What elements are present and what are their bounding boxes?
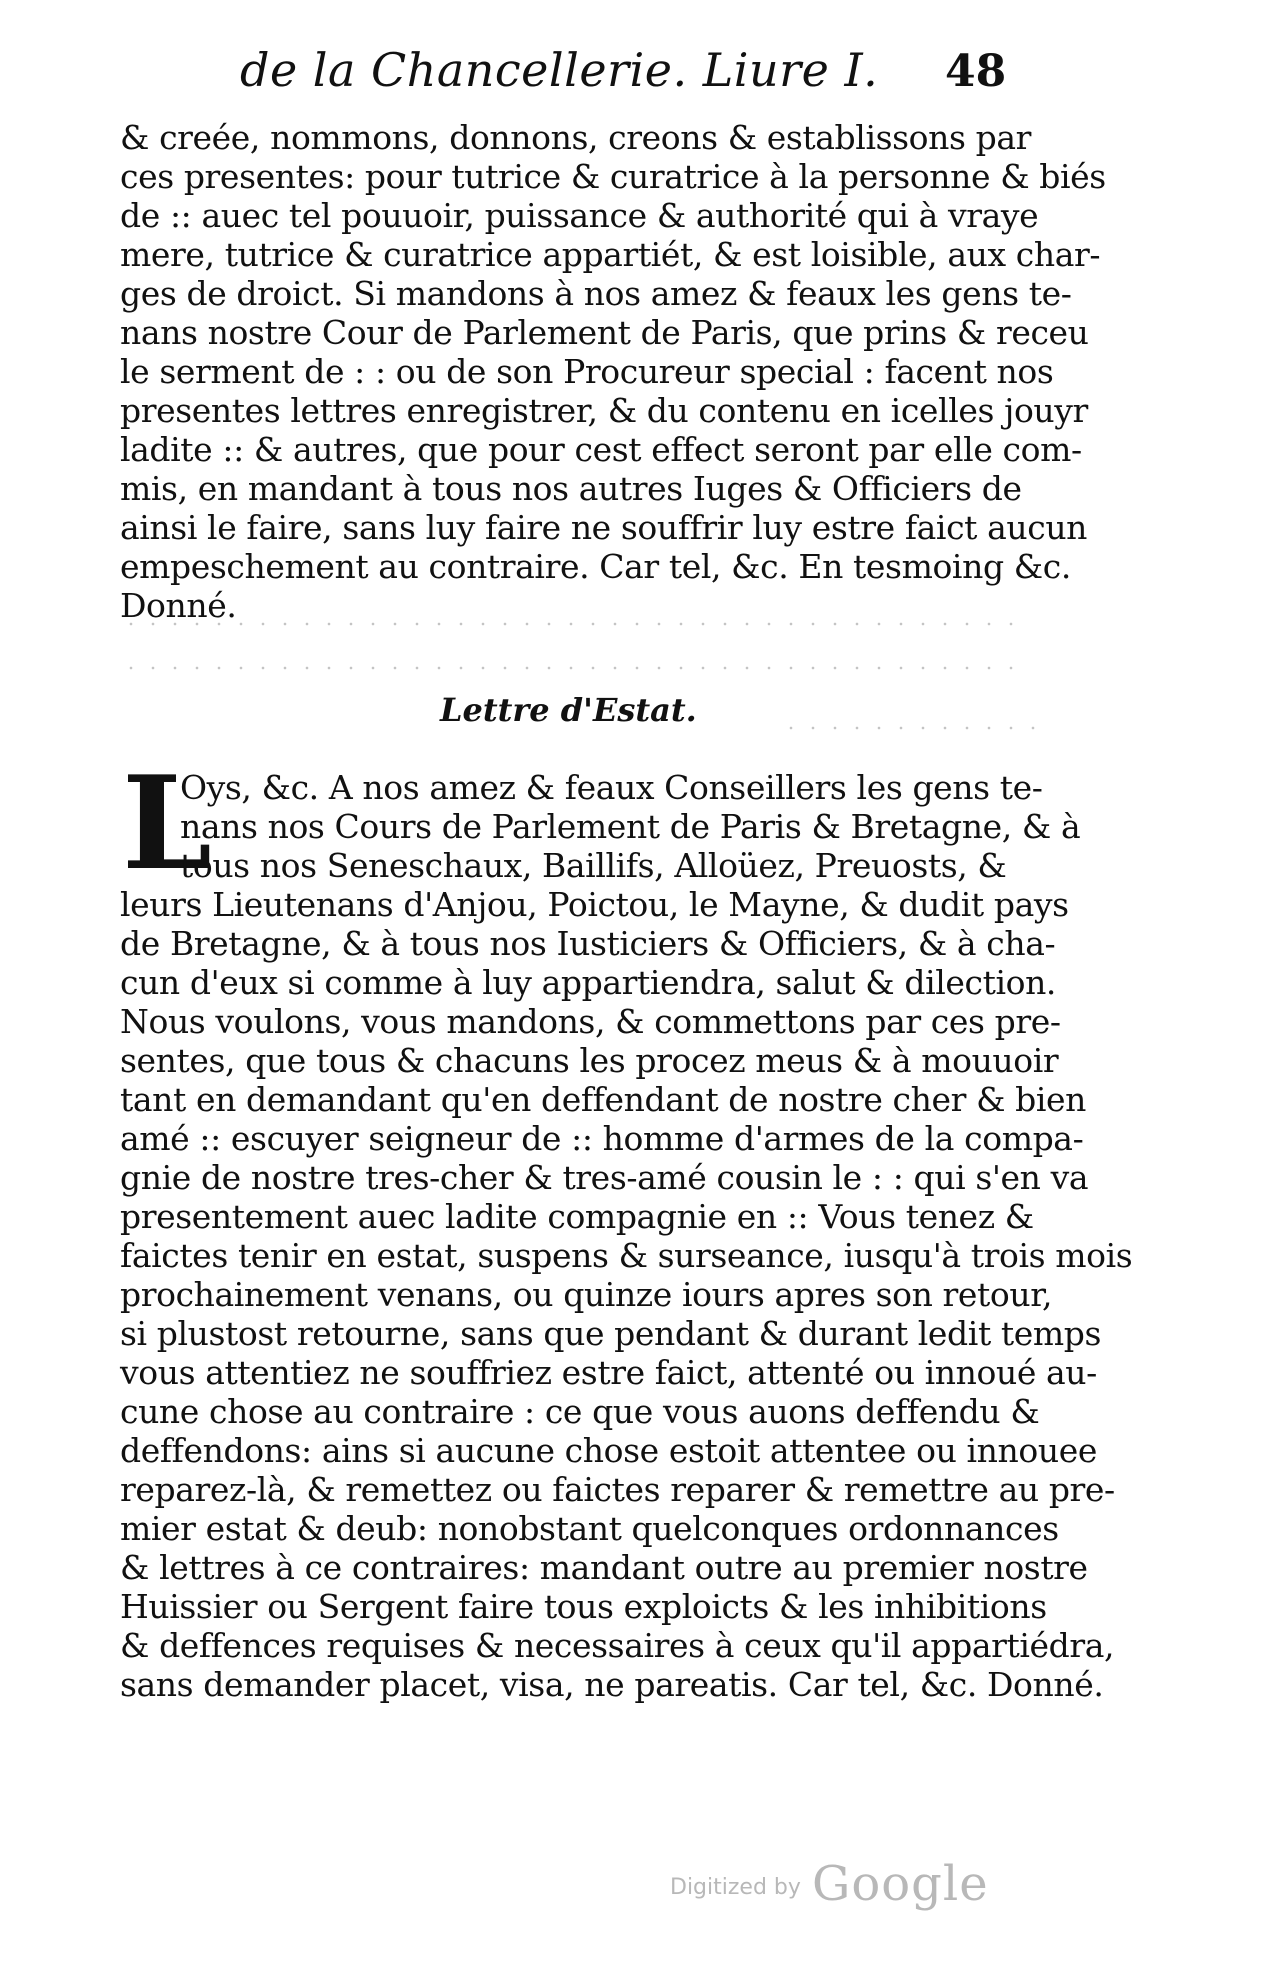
text-line: tant en demandant qu'en deffendant de nostre cher & bien: [120, 1080, 1086, 1119]
text-line: Nous voulons, vous mandons, & commettons par ces pre-: [120, 1002, 1061, 1041]
text-line: presentement auec ladite compagnie en :: Vous tenez &: [120, 1197, 1034, 1236]
text-line: deffendons: ains si aucune chose estoit attentee ou innouee: [120, 1431, 1097, 1470]
text-line: prochainement venans, ou quinze iours apres son retour,: [120, 1275, 1053, 1314]
text-line: cune chose au contraire : ce que vous auons deffendu &: [120, 1392, 1040, 1431]
text-line: de :: auec tel pouuoir, puissance & authorité qui à vraye: [120, 196, 1039, 235]
text-line: Donné.: [120, 586, 237, 625]
text-line: ces presentes: pour tutrice & curatrice à la personne & biés: [120, 157, 1106, 196]
text-line: ainsi le faire, sans luy faire ne souffrir luy estre faict aucun: [120, 508, 1088, 547]
text-line: nans nos Cours de Parlement de Paris & Bretagne, & à: [180, 807, 1081, 846]
text-line: & lettres à ce contraires: mandant outre au premier nostre: [120, 1548, 1088, 1587]
text-line: si plustost retourne, sans que pendant & durant ledit temps: [120, 1314, 1102, 1353]
text-line: empeschement au contraire. Car tel, &c. En tesmoing &c.: [120, 547, 1071, 586]
text-line: Oys, &c. A nos amez & feaux Conseillers les gens te-: [180, 768, 1043, 807]
text-line: ges de droict. Si mandons à nos amez & feaux les gens te-: [120, 274, 1072, 313]
text-line: Huissier ou Sergent faire tous exploicts & les inhibitions: [120, 1587, 1047, 1626]
text-line: leurs Lieutenans d'Anjou, Poictou, le Mayne, & dudit pays: [120, 885, 1069, 924]
text-line: mier estat & deub: nonobstant quelconques ordonnances: [120, 1509, 1059, 1548]
text-line: gnie de nostre tres-cher & tres-amé cousin le : : qui s'en va: [120, 1158, 1089, 1197]
digitized-by-google-watermark: [670, 1856, 1010, 1926]
text-line: & deffences requises & necessaires à ceux qu'il appartiédra,: [120, 1626, 1115, 1665]
text-line: mere, tutrice & curatrice appartiét, & est loisible, aux char-: [120, 235, 1101, 274]
text-line: tous nos Seneschaux, Baillifs, Alloüez, Preuosts, &: [180, 846, 1007, 885]
watermark-prefix: Digitized by: [670, 1875, 801, 1900]
print-bleed-speckle: [120, 666, 1020, 670]
text-line: vous attentiez ne souffriez estre faict, attenté ou innoué au-: [120, 1353, 1097, 1392]
text-line: cun d'eux si comme à luy appartiendra, salut & dilection.: [120, 963, 1057, 1002]
text-line: de Bretagne, & à tous nos Iusticiers & Officiers, & à cha-: [120, 924, 1056, 963]
text-line: sentes, que tous & chacuns les procez meus & à mouuoir: [120, 1041, 1059, 1080]
text-line: & creée, nommons, donnons, creons & establissons par: [120, 118, 1031, 157]
google-logo: Google: [812, 1856, 989, 1912]
text-line: le serment de : : ou de son Procureur special : facent nos: [120, 352, 1054, 391]
drop-cap: L: [122, 749, 212, 899]
text-line: sans demander placet, visa, ne pareatis. Car tel, &c. Donné.: [120, 1665, 1104, 1704]
section-heading: Lettre d'Estat.: [440, 691, 697, 729]
top-passage: [120, 118, 1106, 625]
text-line: amé :: escuyer seigneur de :: homme d'armes de la compa-: [120, 1119, 1084, 1158]
text-line: presentes lettres enregistrer, & du contenu en icelles jouyr: [120, 391, 1088, 430]
running-title: de la Chancellerie. Liure I.: [240, 43, 879, 97]
text-line: nans nostre Cour de Parlement de Paris, que prins & receu: [120, 313, 1089, 352]
text-line: reparez-là, & remettez ou faictes reparer & remettre au pre-: [120, 1470, 1115, 1509]
print-bleed-speckle: [120, 622, 1020, 626]
letter-body: [120, 749, 1133, 1704]
text-line: faictes tenir en estat, suspens & surseance, iusqu'à trois mois: [120, 1236, 1133, 1275]
text-line: ladite :: & autres, que pour cest effect seront par elle com-: [120, 430, 1082, 469]
text-line: mis, en mandant à tous nos autres Iuges & Officiers de: [120, 469, 1022, 508]
page-number: 48: [945, 46, 1007, 97]
